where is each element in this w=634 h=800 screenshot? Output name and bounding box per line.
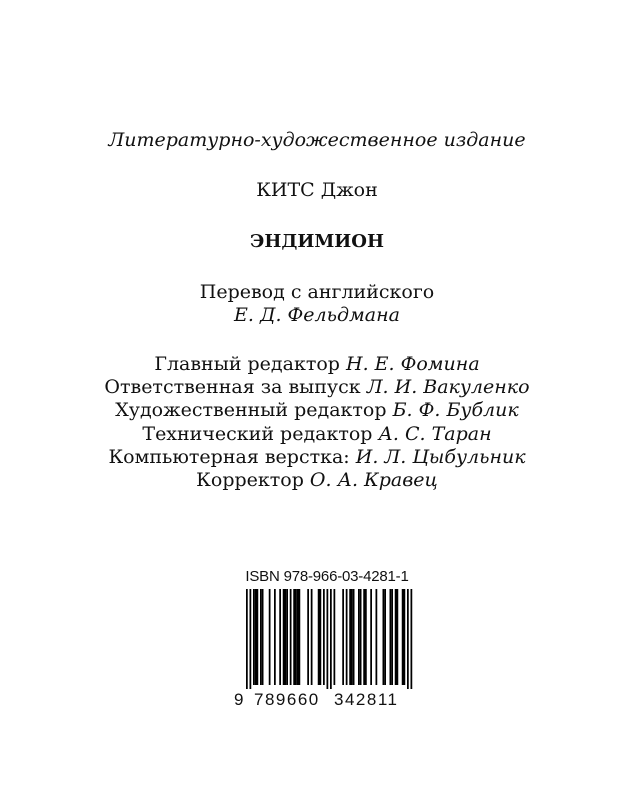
barcode-bar [255, 589, 257, 685]
barcode-bar [253, 589, 255, 685]
credit-role: Художественный редактор [115, 399, 387, 422]
barcode-bar [318, 589, 320, 685]
barcode-digit-first: 9 [234, 690, 244, 709]
barcode-bar [311, 589, 313, 685]
barcode-bar [407, 589, 409, 689]
translation-label: Перевод с английского [199, 281, 435, 303]
credit-line-release-manager [0, 376, 634, 399]
barcode-bar [404, 589, 406, 685]
barcode-bar [279, 589, 281, 685]
barcode-bar [384, 589, 386, 685]
author-name: КИТС Джон [256, 179, 378, 201]
barcode-bar [286, 589, 288, 685]
credit-role: Ответственная за выпуск [104, 376, 361, 399]
credit-line-layout [0, 446, 634, 469]
barcode-bar [395, 589, 397, 685]
barcode-bar [360, 589, 362, 685]
credit-line-chief-editor [0, 353, 634, 376]
barcode-bar [260, 589, 262, 685]
isbn-label: ISBN 978-966-03-4281-1 [245, 568, 409, 585]
barcode-bar [327, 589, 329, 689]
barcode-bar [370, 589, 372, 685]
barcode-bar [293, 589, 295, 685]
edition-type: Литературно-художественное издание [108, 129, 526, 151]
barcode-bar [330, 589, 332, 689]
translator-name: Е. Д. Фельдмана [234, 304, 400, 326]
credit-name: Б. Ф. Бублик [392, 399, 519, 422]
barcode-bar [365, 589, 367, 685]
barcode-bar [349, 589, 351, 685]
book-title: ЭНДИМИОН [250, 231, 384, 252]
barcode-bar [358, 589, 360, 685]
credits-list [0, 353, 634, 492]
credit-name: О. А. Кравец [309, 469, 438, 492]
barcode-bar [283, 589, 285, 685]
barcode-bar [376, 589, 378, 685]
isbn-barcode [234, 567, 420, 717]
barcode-bar [269, 589, 271, 685]
barcode-bar [353, 589, 355, 685]
barcode-bar [290, 589, 292, 685]
barcode-bar [346, 589, 348, 685]
barcode-bar [383, 589, 385, 685]
barcode-bar [246, 589, 248, 689]
credit-line-technical-editor [0, 423, 634, 446]
barcode-bar [307, 589, 309, 685]
barcode-bar [323, 589, 325, 685]
barcode-bar [363, 589, 365, 685]
barcode-digits-left: 789660 [254, 690, 320, 709]
barcode-bar [342, 589, 344, 685]
credit-role: Технический редактор [142, 422, 373, 445]
barcode-bar [262, 589, 264, 685]
barcode-bar [299, 589, 301, 685]
credit-name: Н. Е. Фомина [346, 353, 480, 375]
credit-line-art-editor [0, 399, 634, 422]
credit-name: А. С. Таран [378, 422, 492, 445]
barcode-bar [411, 589, 413, 689]
credit-name: И. Л. Цыбульник [355, 445, 526, 468]
barcode-bar [274, 589, 276, 685]
barcode-bar [297, 589, 299, 685]
credit-role: Корректор [196, 469, 304, 492]
barcode-digits-right: 342811 [334, 690, 399, 709]
barcode-bar [295, 589, 297, 685]
barcode-icon [234, 589, 420, 691]
barcode-bar [334, 589, 336, 685]
barcode-bar [320, 589, 322, 685]
credit-line-proofreader [0, 469, 634, 492]
barcode-bar [397, 589, 399, 685]
barcode-bar [285, 589, 287, 685]
barcode-bar [250, 589, 252, 689]
credit-role: Главный редактор [154, 353, 340, 375]
barcode-bar [391, 589, 393, 685]
barcode-bar [351, 589, 353, 685]
credit-role: Компьютерная верстка: [108, 445, 350, 468]
barcode-bar [257, 589, 259, 685]
credit-name: Л. И. Вакуленко [366, 376, 530, 399]
barcode-bar [402, 589, 404, 685]
barcode-bar [390, 589, 392, 685]
